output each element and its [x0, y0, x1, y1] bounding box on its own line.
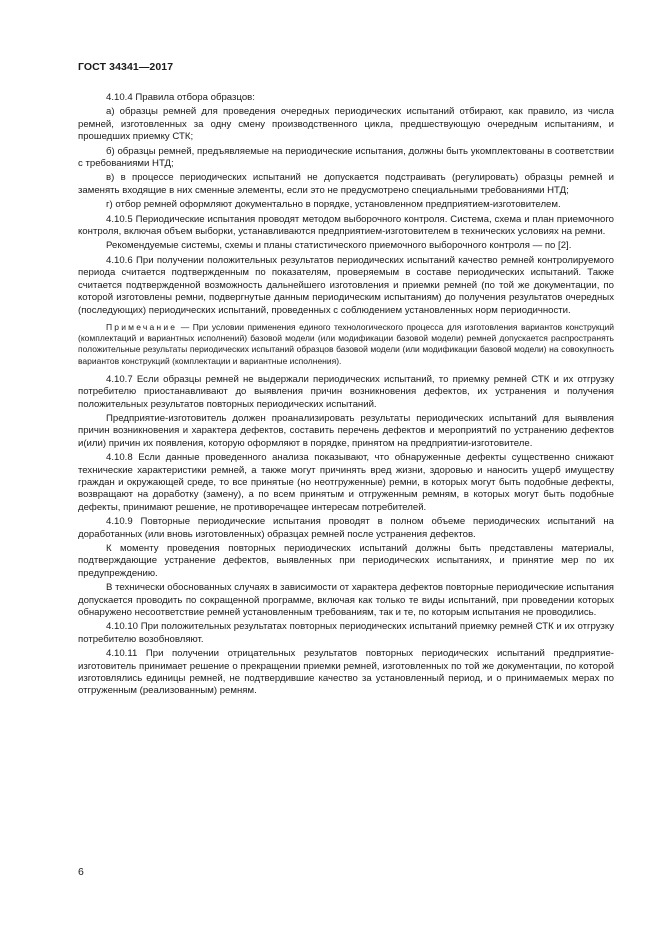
clause-4-10-9: 4.10.9 Повторные периодические испытания проводят в полном объеме периодических испытаний на доработанных (или вновь изготовленных) образцах ремней после устранения дефектов. [78, 516, 614, 540]
note-text: — При условии применения единого технологического процесса для изготовления вариантов конструкций (комплектаций и вариантных исполнений) базовой модели (или модификации базовой модели) ремней допускается распространять положительные результаты периодических испытаний образцов базовой модели (или модификации базовой модели) на совокупность вариантов конструкций (комплектации и вариантные исполнения). [78, 321, 614, 366]
clause-4-10-6: 4.10.6 При получении положительных результатов периодических испытаний качество ремней контролируемого периода считается подтвержденным по показателям, проверяемым в составе периодических испытаний. Также считается подтвержденной возможность дальнейшего изготовления и приемки ремней (по той же документации, по которой изготовлены ремни, подвергнутые данным периодическим испытаниям) до получения результатов очередных (последующих) периодических испытаний, проведенных с соблюдением установленных норм периодичности. [78, 254, 614, 316]
clause-4-10-7: 4.10.7 Если образцы ремней не выдержали периодических испытаний, то приемку ремней СТК и их отгрузку потребителю приостанавливают до выявления причин возникновения дефектов, их устранения и получения положительных результатов повторных периодических испытаний. [78, 373, 614, 410]
clause-4-10-10: 4.10.10 При положительных результатах повторных периодических испытаний приемку ремней СТК и их отгрузку потребителю возобновляют. [78, 621, 614, 645]
clause-4-10-7-analysis: Предприятие-изготовитель должен проанализировать результаты периодических испытаний для выявления причин возникновения и характера дефектов, составить перечень дефектов и мероприятий по устранению дефектов и(или) причин их появления, которую оформляют в порядке, принятом на предприятии-изготовителе. [78, 412, 614, 449]
clause-4-10-5-recommendation: Рекомендуемые системы, схемы и планы статистического приемочного выборочного контроля — по [2]. [106, 240, 572, 252]
clause-4-10-5: 4.10.5 Периодические испытания проводят методом выборочного контроля. Система, схема и план приемочного контроля, включая объем выборки, устанавливаются предприятием-изготовителем в технических условиях на ремни. [78, 213, 614, 238]
note-label: Примечание [106, 321, 178, 332]
document-code-header: ГОСТ 34341—2017 [78, 61, 174, 73]
clause-4-10-4-item-a: а) образцы ремней для проведения очередных периодических испытаний отбирают, как правило, из числа ремней, изготовленных за одну смену производственного цикла, предшествующую очередным испытаниям, и прошедших приемку СТК; [78, 106, 614, 143]
clause-4-10-4-item-g: г) отбор ремней оформляют документально в порядке, установленном предприятием-изготовителем. [106, 199, 561, 211]
note-paragraph [78, 322, 614, 367]
clause-4-10-4-item-v: в) в процессе периодических испытаний не допускается подстраивать (регулировать) образцы ремней и заменять входящие в них сменные элементы, если это не предусмотрено специальными требованиями НТД; [78, 172, 614, 196]
page-number: 6 [78, 866, 84, 878]
clause-4-10-4-title: 4.10.4 Правила отбора образцов: [106, 92, 255, 103]
clause-4-10-9-reduced-program: В технически обоснованных случаях в зависимости от характера дефектов повторные периодические испытания допускается проводить по сокращенной программе, включая как только те виды испытаний, при проведении которых обнаружено несоответствие ремней установленным требованиям, так и те, по которым испытания не проводились. [78, 582, 614, 619]
clause-4-10-4-item-b: б) образцы ремней, предъявляемые на периодические испытания, должны быть укомплектованы в соответствии с требованиями НТД; [78, 145, 614, 170]
document-body [78, 92, 614, 700]
clause-4-10-8: 4.10.8 Если данные проведенного анализа показывают, что обнаруженные дефекты существенно снижают технические характеристики ремней, а также могут причинять вред жизни, здоровью и наносить ущерб имуществу граждан и окружающей среде, то все принятые (но неотгруженные) ремни, в которых могут быть подобные дефекты, возвращают на доработку (замену), а по всем принятым и отгруженным ремням, в которых могут быть подобные дефекты, принимают решение, не противоречащее интересам потребителей. [78, 452, 614, 513]
clause-4-10-9-materials: К моменту проведения повторных периодических испытаний должны быть представлены материалы, подтверждающие устранение дефектов, выявленных при периодических испытаниях, и принятие мер по их предупреждению. [78, 543, 614, 579]
clause-4-10-11: 4.10.11 При получении отрицательных результатов повторных периодических испытаний предприятие-изготовитель принимает решение о прекращении приемки ремней, изготовленных по той же документации, по которой изготовлялись единицы ремней, не подтвердившие качество за установленный период, и о принимаемых мерах по отгруженным (реализованным) ремням. [78, 648, 614, 697]
